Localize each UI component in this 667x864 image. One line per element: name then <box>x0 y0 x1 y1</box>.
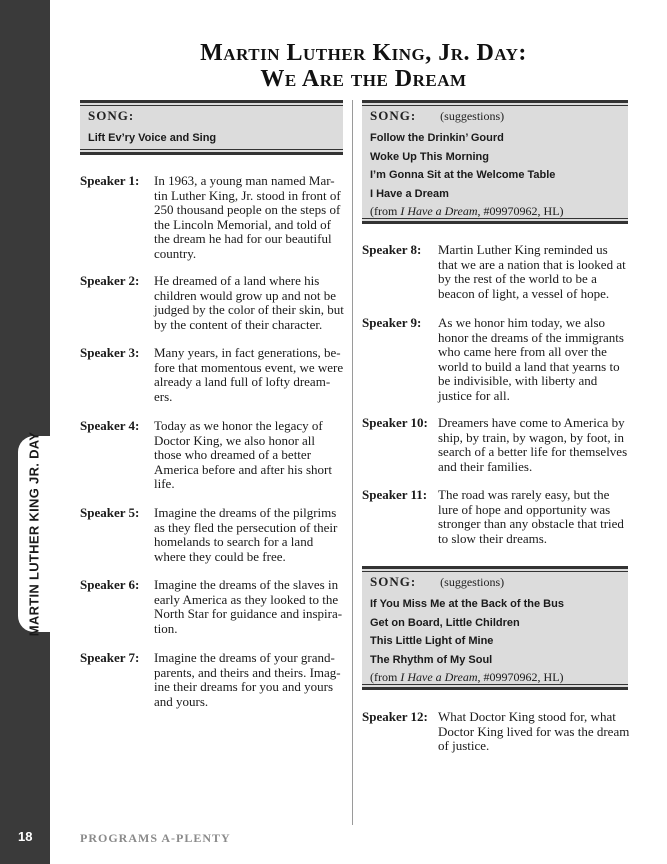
song-source-prefix: (from <box>370 204 401 218</box>
column-divider <box>352 100 353 825</box>
speaker-label: Speaker 1: <box>80 173 140 188</box>
speaker-line: He dreamed of a land where his children would grow up and not be judged by the color of their skin, but by the content of their character. <box>154 273 344 332</box>
song-label: SONG: <box>88 108 135 123</box>
song-source-title: I Have a Dream <box>400 204 478 218</box>
speaker-7 <box>80 651 344 709</box>
page-title <box>60 40 667 92</box>
song-source <box>370 203 620 219</box>
speaker-label: Speaker 12: <box>362 709 428 724</box>
speaker-10 <box>362 416 630 474</box>
speaker-label: Speaker 11: <box>362 487 428 502</box>
speaker-5 <box>80 506 344 564</box>
speaker-line: Dreamers have come to America by ship, by train, by wagon, by foot, in search of a better life for themselves and their families. <box>438 415 628 474</box>
song-box-3-header <box>370 574 620 590</box>
song-suggestions-label: (suggestions) <box>440 575 505 589</box>
speaker-4 <box>80 419 344 492</box>
speaker-12 <box>362 710 630 754</box>
speaker-line: In 1963, a young man named Mar-tin Luther King, Jr. stood in front of 250 thousand people on the steps of the Lincoln Memorial, and told of the dream he had for our beautiful country. <box>154 173 341 261</box>
speaker-line: As we honor him today, we also honor the dreams of the immigrants who came here from all over the world to build a land that yearns to be indivisible, with liberty and justice for all. <box>438 315 624 403</box>
song-source <box>370 669 620 685</box>
footer-label: PROGRAMS A-PLENTY <box>80 831 231 845</box>
song-suggestions-label: (suggestions) <box>440 109 505 123</box>
speaker-3 <box>80 346 344 404</box>
speaker-label: Speaker 10: <box>362 415 428 430</box>
song-box-3 <box>362 566 628 690</box>
speaker-1 <box>80 174 344 262</box>
page-number: 18 <box>18 829 33 844</box>
song-label: SONG: <box>370 108 417 123</box>
song-box-1 <box>80 100 343 155</box>
speaker-label: Speaker 9: <box>362 315 422 330</box>
speaker-label: Speaker 7: <box>80 650 140 665</box>
song-title: The Rhythm of My Soul <box>370 653 493 666</box>
song-source-prefix: (from <box>370 670 401 684</box>
song-box-1-header <box>88 108 335 124</box>
song-source-title: I Have a Dream <box>400 670 478 684</box>
song-title: I’m Gonna Sit at the Welcome Table <box>370 169 556 181</box>
speaker-line: Martin Luther King reminded us that we are a nation that is looked at by the rest of the world to be a beacon of light, a vessel of hope. <box>438 242 626 301</box>
song-title: Lift Ev’ry Voice and Sing <box>88 132 217 144</box>
speaker-2 <box>80 274 344 332</box>
song-title: Get on Board, Little Children <box>370 616 520 629</box>
speaker-label: Speaker 3: <box>80 345 140 360</box>
speaker-line: Today as we honor the legacy of Doctor King, we also honor all those who dreamed of a better America before and after his short life. <box>154 418 332 492</box>
speaker-label: Speaker 2: <box>80 273 140 288</box>
song-box-2 <box>362 100 628 224</box>
speaker-line: Imagine the dreams of the slaves in early America as they looked to the North Star for guidance and inspira-tion. <box>154 577 343 636</box>
speaker-line: What Doctor King stood for, what Doctor King lived for was the dream of justice. <box>438 709 630 754</box>
song-label: SONG: <box>370 574 417 589</box>
song-source-suffix: , #09970962, HL) <box>477 670 564 684</box>
speaker-label: Speaker 5: <box>80 505 140 520</box>
speaker-11 <box>362 488 630 546</box>
song-box-2-header <box>370 108 620 124</box>
page-title-line-2: We Are the Dream <box>260 66 467 92</box>
song-title: Woke Up This Morning <box>370 150 489 163</box>
section-tab-label: MARTIN LUTHER KING JR. DAY <box>26 431 42 637</box>
speaker-8 <box>362 243 630 301</box>
speaker-line: Many years, in fact generations, be-fore that momentous event, we were already a land full of lofty dream-ers. <box>154 345 344 404</box>
speaker-9 <box>362 316 630 404</box>
speaker-label: Speaker 6: <box>80 577 140 592</box>
side-strip <box>0 0 50 864</box>
speaker-line: Imagine the dreams of the pilgrims as they fled the persecution of their homelands to search for a land where they could be free. <box>154 505 338 564</box>
song-title: Follow the Drinkin’ Gourd <box>370 132 504 144</box>
song-title: This Little Light of Mine <box>370 635 494 647</box>
page-title-line-1: Martin Luther King, Jr. Day: <box>200 40 527 66</box>
speaker-line: Imagine the dreams of your grand-parents, and theirs and theirs. Imag-ine their dreams for you and yours and yours. <box>154 650 341 709</box>
speaker-line: The road was rarely easy, but the lure of hope and opportunity was stronger than any obstacle that tried to slow their dreams. <box>438 487 624 546</box>
song-source-suffix: , #09970962, HL) <box>477 204 564 218</box>
song-title: I Have a Dream <box>370 187 449 200</box>
speaker-label: Speaker 4: <box>80 418 140 433</box>
speaker-6 <box>80 578 344 636</box>
speaker-label: Speaker 8: <box>362 242 422 257</box>
song-title: If You Miss Me at the Back of the Bus <box>370 598 564 610</box>
